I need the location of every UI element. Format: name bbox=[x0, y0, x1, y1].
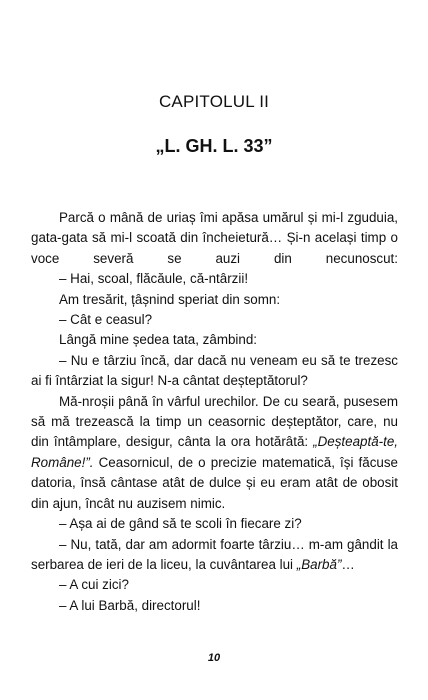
paragraph: – Așa ai de gând să te scoli în fiecare zi? bbox=[59, 516, 302, 532]
paragraph: Lângă mine ședea tata, zâmbind: bbox=[59, 332, 258, 348]
paragraph-text: Ceasornicul, de o precizie matematică, își făcuse datoria, însă cântase atât de dulce și eu eram atât de obosit din ajun, încât nu auzisem nimic. bbox=[31, 454, 398, 511]
paragraph: – Hai, scoal, flăcăule, că-ntârzii! bbox=[59, 271, 249, 287]
ellipsis: … bbox=[341, 556, 355, 572]
paragraph: – A lui Barbă, directorul! bbox=[59, 597, 201, 613]
paragraph bbox=[31, 392, 398, 514]
page-number: 10 bbox=[207, 652, 221, 664]
paragraph: – Cât e ceasul? bbox=[59, 312, 153, 328]
paragraph: – A cui zici? bbox=[59, 577, 129, 593]
chapter-title: „L. GH. L. 33” bbox=[155, 136, 273, 156]
italic-quote: „Deșteaptă-te, Române!”. bbox=[31, 434, 398, 470]
paragraph bbox=[31, 535, 398, 576]
chapter-label: CAPITOLUL II bbox=[158, 92, 270, 111]
paragraph: Parcă o mână de uriaș îmi apăsa umărul și mi-l zguduia, gata-gata să mi-l scoată din încheietură… Și-n același timp o voce severă se auzi din necunoscut: bbox=[31, 210, 398, 266]
paragraph-text: Mă-nroșii până în vârful urechilor. De cu seară, pusesem să mă trezească la timp un ceasornic deșteptător, care, nu din întâmplare, desigur, cânta la ora hotărâtă: bbox=[31, 393, 398, 450]
body-text bbox=[31, 208, 398, 616]
paragraph: – Nu e târziu încă, dar dacă nu veneam eu să te trezesc ai fi întârziat la sigur! N-a cântat deșteptătorul? bbox=[31, 352, 398, 389]
paragraph: Am tresărit, țâșnind speriat din somn: bbox=[59, 291, 281, 307]
italic-quote: „Barbă” bbox=[296, 556, 342, 572]
paragraph-text: – Nu, tată, dar am adormit foarte târziu… m-am gândit la serbarea de ieri de la liceu, la cuvântarea lui bbox=[31, 536, 398, 572]
